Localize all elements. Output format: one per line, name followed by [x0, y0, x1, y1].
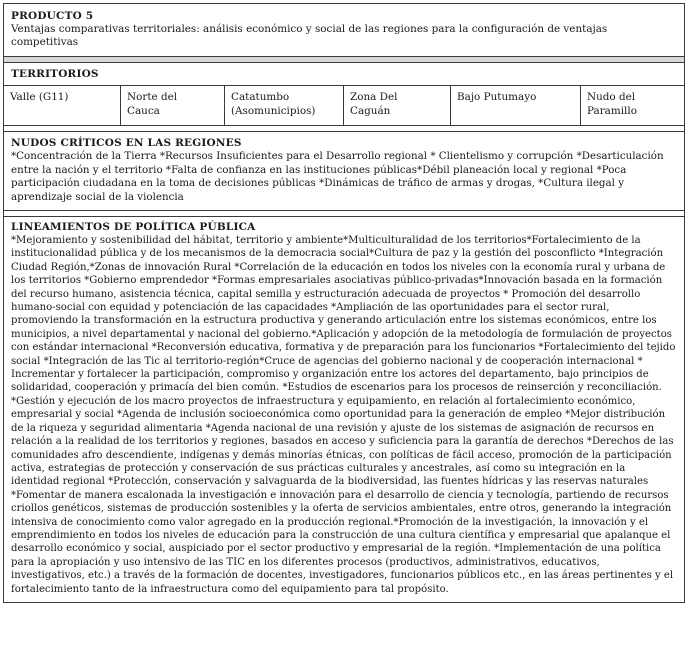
producto-section	[4, 4, 684, 57]
nudos-text: *Concentración de la Tierra *Recursos Insuficientes para el Desarrollo regional * Clientelismo y corrupción *Desarticulación entre la nación y el territorio *Falta de confianza en las instituciones públicas*Débil planeación local y regional *Poca participación ciudadana en la toma de decisiones públicas *Dinámicas de tráfico de armas y drogas, *Cultura ilegal y aprendizaje social de la violencia	[11, 150, 664, 204]
territorio-cell: Nudo del Paramillo	[587, 91, 637, 117]
territorio-cell: Catatumbo (Asomunicipios)	[225, 86, 344, 125]
lineamientos-heading: LINEAMIENTOS DE POLÍTICA PÚBLICA	[11, 221, 256, 233]
lineamientos-text: *Mejoramiento y sostenibilidad del hábitat, territorio y ambiente*Multiculturalidad de los territorios*Fortalecimiento de la institucionalidad pública y de los mecanismos de la democracia social*Cultura de paz y la gestión del posconflicto *Integración Ciudad Región,*Zonas de innovación Rural *Correlación de la educación en todos los niveles con la economía rural y urbana de los territorios *Gobierno emprendedor *Formas empresariales asociativas público-privadas*Innovación basada en la formación del recurso humano, asistencia técnica, capital semilla y estructuración adecuada de proyectos * Promoción del desarrollo humano-social con equidad y potenciación de las capacidades *Ampliación de las oportunidades para el sector rural, promoviendo la transformación en la estructura productiva y generando articulación entre los sistemas económicos, entre los municipios, a nivel departamental y nacional del gobierno.*Aplicación y adopción de la metodología de formulación de proyectos con estándar internacional *Reconversión educativa, formativa y de preparación para los funcionarios *Fortalecimiento del tejido social *Integración de las Tic al territorio-región*Cruce de agencias del gobierno nacional y de cooperación internacional * Incrementar y fortalecer la participación, compromiso y organización entre los actores del departamento, bajo principios de solidaridad, cooperación y primacía del bien común. *Estudios de escenarios para los procesos de reinserción y reconciliación. *Gestión y ejecución de los macro proyectos de infraestructura y equipamiento, en relación al fortalecimiento económico, empresarial y social *Agenda de inclusión socioeconómica como oportunidad para la generación de empleo *Mejor distribución de la riqueza y seguridad alimentaria *Agenda nacional de una revisión y ajuste de los sistemas de asignación de recursos en relación a la realidad de los territorios y regiones, basados en acceso y suficiencia para la garantía de derechos *Derechos de las comunidades afro descendiente, indígenas y demás minorías étnicas, con políticas de fácil acceso, promoción de la participación activa, estrategias de protección y conservación de sus prácticas culturales y ancestrales, así como su integración en la identidad regional *Protección, conservación y salvaguarda de la biodiversidad, las fuentes hídricas y las reservas naturales *Fomentar de manera escalonada la investigación e innovación para el desarrollo de ciencia y tecnología, partiendo de recursos criollos genéticos, sistemas de producción sostenibles y la oferta de servicios ambientales, entre otros, generando la integración intensiva de conocimiento como valor agregado en la producción regional.*Promoción de la investigación, la innovación y el emprendimiento en todos los niveles de educación para la construcción de una cultura científica y empresarial que apalanque el desarrollo económico y social, auspiciado por el sector productivo y empresarial de la región. *Implementación de una política para la apropiación y uso intensivo de las TIC en los diferentes procesos (productivos, administrativos, educativos, investigativos, etc.) a través de la formación de docentes, investigadores, funcionarios públicos etc., en las áreas pertinentes y el fortalecimiento tanto de la infraestructura como del equipamiento para tal propósito.	[11, 235, 676, 595]
producto-description: Ventajas comparativas territoriales: análisis económico y social de las regiones para la configuración de ventajas competitivas	[11, 23, 608, 48]
policy-table	[3, 3, 685, 603]
nudos-heading: NUDOS CRÍTICOS EN LAS REGIONES	[11, 137, 242, 149]
territorios-header	[4, 63, 684, 86]
territorios-heading: TERRITORIOS	[11, 68, 99, 80]
lineamientos-section	[4, 217, 684, 602]
territorios-row	[4, 86, 684, 126]
territorio-cell: Bajo Putumayo	[451, 86, 581, 125]
producto-title: PRODUCTO 5	[11, 10, 94, 22]
territorio-cell: Norte del Cauca	[121, 86, 225, 125]
territorio-cell: Zona Del Caguán	[344, 86, 451, 125]
nudos-section	[4, 132, 684, 211]
territorio-cell: Valle (G11)	[4, 86, 121, 125]
